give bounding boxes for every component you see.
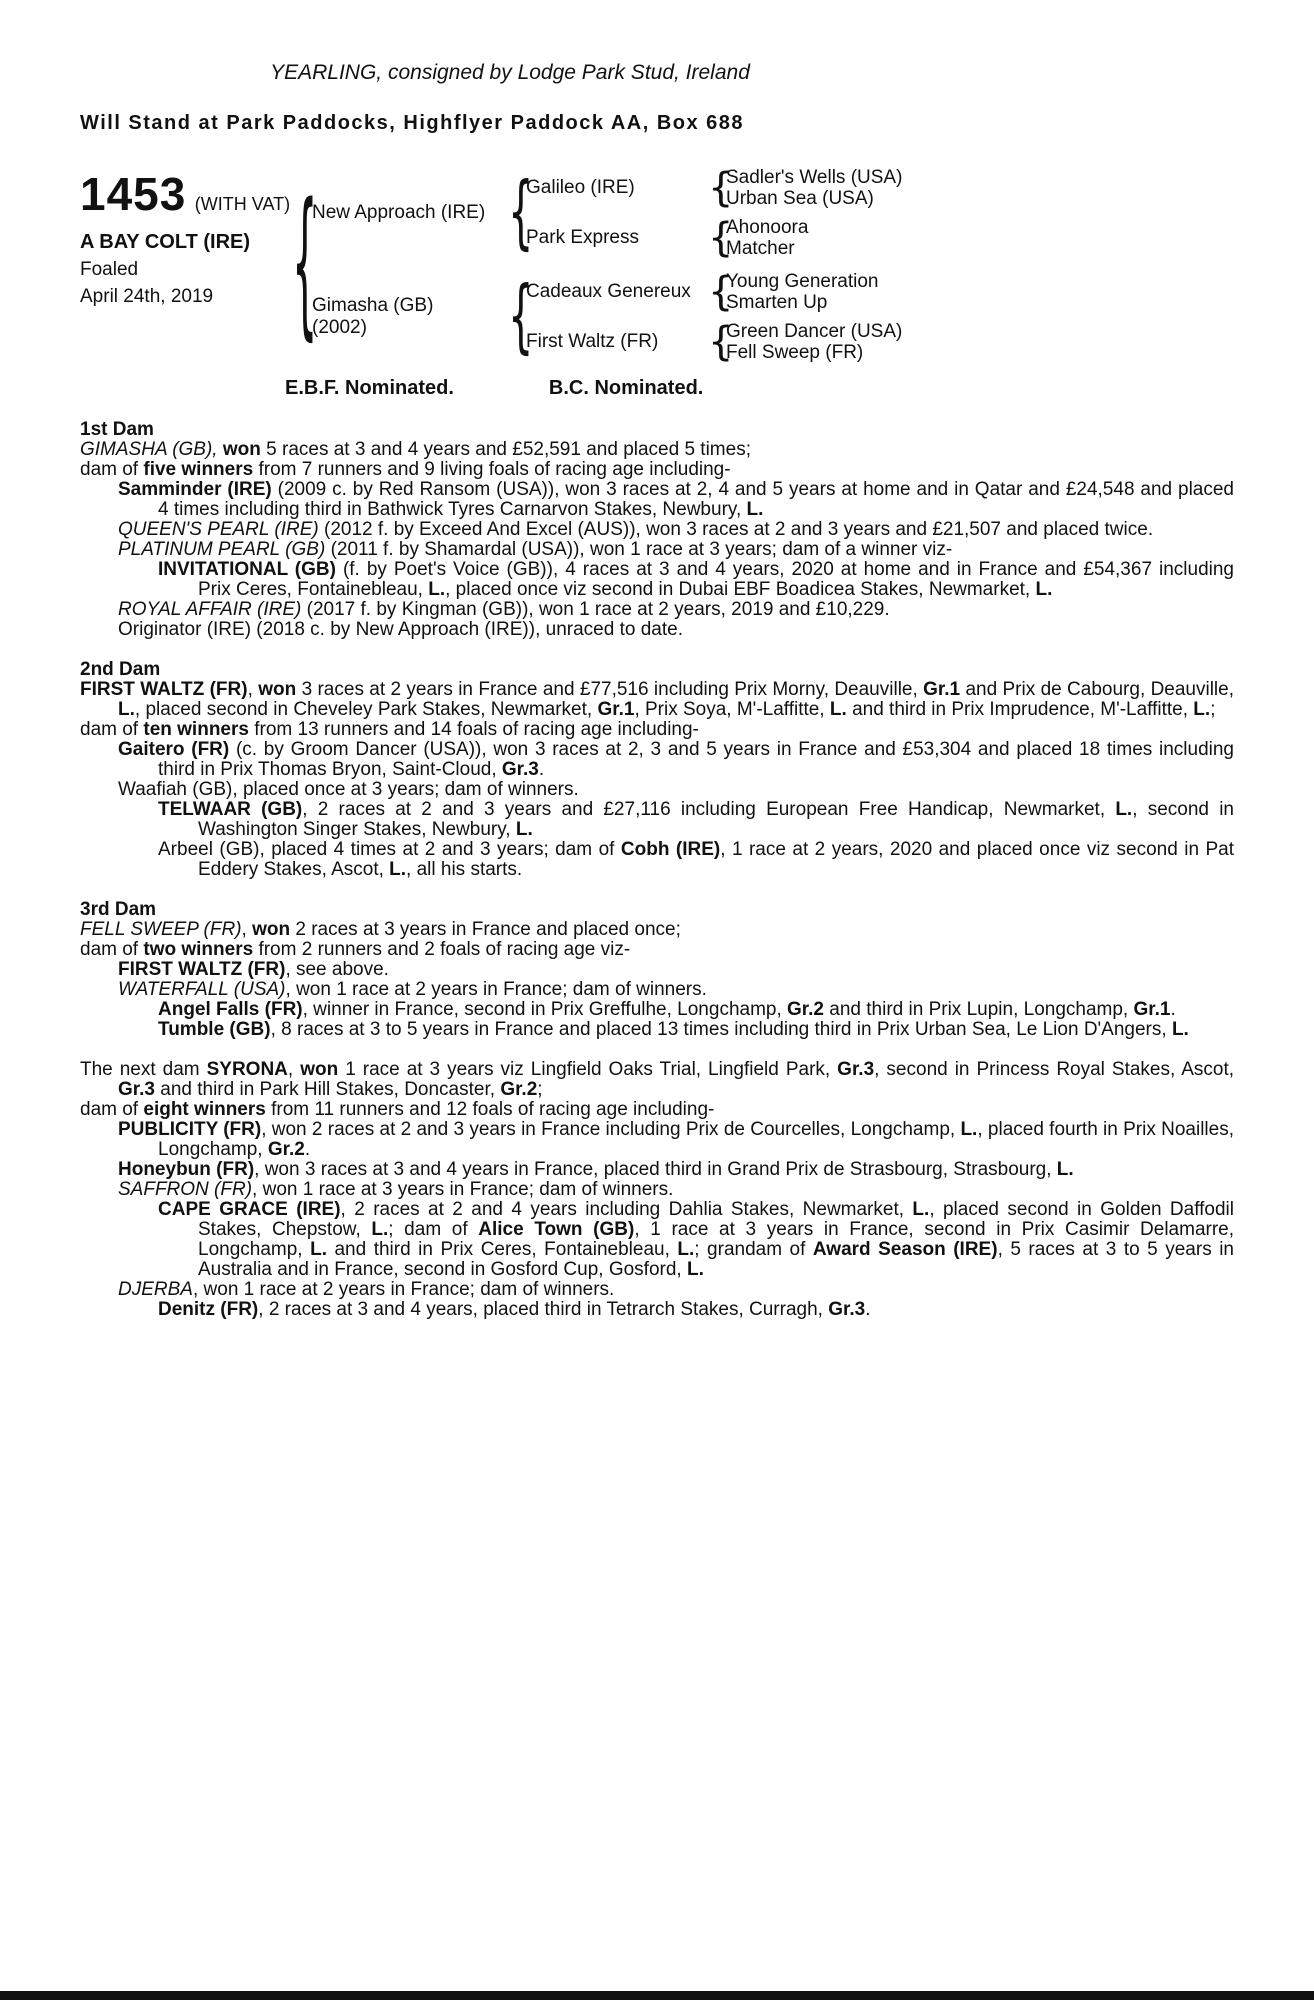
- ancestor-name: Urban Sea (USA): [726, 188, 874, 209]
- section-heading: 3rd Dam: [80, 899, 157, 920]
- ancestor-name: Ahonoora: [726, 217, 809, 238]
- catalogue-paragraph: PUBLICITY (FR), won 2 races at 2 and 3 years in France including Prix de Courcelles, Longchamp, L., placed fourth in Prix Noailles, Longchamp, Gr.2.: [118, 1119, 1234, 1160]
- brace-icon: {: [292, 173, 318, 357]
- stand-location-line: Will Stand at Park Paddocks, Highflyer Paddock AA, Box 688: [80, 112, 745, 134]
- consignor-line: YEARLING, consigned by Lodge Park Stud, Ireland: [270, 61, 750, 84]
- dam-name-text: Gimasha (GB): [312, 295, 434, 316]
- catalogue-paragraph: dam of five winners from 7 runners and 9 living foals of racing age including-: [80, 459, 731, 480]
- catalogue-paragraph: Waafiah (GB), placed once at 3 years; dam of winners.: [118, 779, 579, 800]
- catalogue-paragraph: PLATINUM PEARL (GB) (2011 f. by Shamardal (USA)), won 1 race at 3 years; dam of a winner viz-: [118, 539, 953, 560]
- catalogue-paragraph: TELWAAR (GB), 2 races at 2 and 3 years and £27,116 including European Free Handicap, Newmarket, L., second in Washington Singer Stakes, Newbury, L.: [158, 799, 1234, 840]
- dam-year: (2002): [312, 317, 367, 338]
- pedigree-tree: [292, 167, 964, 363]
- grandparent-row: [526, 321, 964, 363]
- foaled-label: Foaled: [80, 259, 139, 280]
- bc-nominated: B.C. Nominated.: [548, 377, 704, 399]
- grandparent-row: [526, 271, 964, 313]
- grandparent-row: [526, 167, 964, 209]
- horse-description: A BAY COLT (IRE): [80, 231, 251, 253]
- brace-icon: {: [708, 269, 734, 315]
- lot-info: [80, 167, 292, 308]
- catalogue-paragraph: GIMASHA (GB), won 5 races at 3 and 4 years and £52,591 and placed 5 times;: [80, 439, 751, 460]
- catalogue-paragraph: Tumble (GB), 8 races at 3 to 5 years in France and placed 13 times including third in Prix Urban Sea, Le Lion D'Angers, L.: [158, 1019, 1189, 1040]
- catalogue-paragraph: FIRST WALTZ (FR), won 3 races at 2 years in France and £77,516 including Prix Morny, Deauville, Gr.1 and Prix de Cabourg, Deauville, L., placed second in Cheveley Park Stakes, Newmarket, Gr.1, Prix Soya, M'-Laffitte, L. and third in Prix Imprudence, M'-Laffitte, L.;: [80, 679, 1235, 720]
- brace-icon: {: [708, 319, 734, 365]
- grandsire-name: Galileo (IRE): [526, 177, 635, 198]
- ancestor-name: Green Dancer (USA): [726, 321, 903, 342]
- ancestor-name: Matcher: [726, 238, 795, 259]
- lot-number-row: [80, 167, 292, 221]
- granddam-name: Park Express: [526, 227, 639, 248]
- catalogue-paragraph: Angel Falls (FR), winner in France, second in Prix Greffulhe, Longchamp, Gr.2 and third in Prix Lupin, Longchamp, Gr.1.: [158, 999, 1176, 1020]
- sire-name: [312, 202, 508, 224]
- brace-icon: {: [708, 165, 734, 211]
- catalogue-paragraph: FELL SWEEP (FR), won 2 races at 3 years in France and placed once;: [80, 919, 681, 940]
- catalogue-paragraph: dam of two winners from 2 runners and 2 foals of racing age viz-: [80, 939, 631, 960]
- catalogue-paragraph: Denitz (FR), 2 races at 3 and 4 years, placed third in Tetrarch Stakes, Curragh, Gr.3.: [158, 1299, 871, 1320]
- brace-icon: {: [508, 271, 534, 363]
- catalogue-paragraph: dam of eight winners from 11 runners and 12 foals of racing age including-: [80, 1099, 715, 1120]
- catalogue-paragraph: ROYAL AFFAIR (IRE) (2017 f. by Kingman (GB)), won 1 race at 2 years, 2019 and £10,229.: [118, 599, 890, 620]
- scan-edge: [0, 1991, 1314, 2000]
- catalogue-paragraph: Originator (IRE) (2018 c. by New Approach (IRE)), unraced to date.: [118, 619, 683, 640]
- catalogue-paragraph: WATERFALL (USA), won 1 race at 2 years in France; dam of winners.: [118, 979, 707, 1000]
- sire-name-text: New Approach (IRE): [312, 202, 486, 223]
- ancestor-name: Fell Sweep (FR): [726, 342, 864, 363]
- nominations-line: [80, 377, 1234, 400]
- catalogue-paragraph: Honeybun (FR), won 3 races at 3 and 4 years in France, placed third in Grand Prix de Strasbourg, Strasbourg, L.: [118, 1159, 1074, 1180]
- catalogue-paragraph: The next dam SYRONA, won 1 race at 3 years viz Lingfield Oaks Trial, Lingfield Park, Gr.3, second in Princess Royal Stakes, Ascot, Gr.3 and third in Park Hill Stakes, Doncaster, Gr.2;: [80, 1059, 1235, 1100]
- dam-section: [80, 420, 1234, 640]
- catalogue-paragraph: SAFFRON (FR), won 1 race at 3 years in France; dam of winners.: [118, 1179, 674, 1200]
- lot-vat-note: (WITH VAT): [194, 194, 291, 214]
- catalogue-paragraph: CAPE GRACE (IRE), 2 races at 2 and 4 years including Dahlia Stakes, Newmarket, L., placed second in Golden Daffodil Stakes, Chepstow, L.; dam of Alice Town (GB), 1 race at 3 years in France, second in Prix Casimir Delamarre, Longchamp, L. and third in Prix Ceres, Fontainebleau, L.; grandam of Award Season (IRE), 5 races at 3 to 5 years in Australia and in France, second in Gosford Cup, Gosford, L.: [158, 1199, 1235, 1280]
- dam-section: [80, 660, 1234, 880]
- pedigree-text: [80, 420, 1234, 1320]
- section-heading: 1st Dam: [80, 419, 154, 440]
- dam-half: [312, 271, 964, 363]
- ancestor-name: Smarten Up: [726, 292, 828, 313]
- grandsire-name: Cadeaux Genereux: [526, 281, 691, 302]
- grandparent-row: [526, 217, 964, 259]
- catalogue-paragraph: Arbeel (GB), placed 4 times at 2 and 3 years; dam of Cobh (IRE), 1 race at 2 years, 2020 and placed once viz second in Pat Eddery Stakes, Ascot, L., all his starts.: [158, 839, 1234, 880]
- ebf-nominated: E.B.F. Nominated.: [285, 377, 454, 399]
- catalogue-paragraph: dam of ten winners from 13 runners and 14 foals of racing age including-: [80, 719, 699, 740]
- ancestor-name: Sadler's Wells (USA): [726, 167, 903, 188]
- brace-icon: {: [508, 167, 534, 259]
- dam-section: [80, 1060, 1234, 1320]
- lot-number: 1453: [80, 168, 187, 220]
- catalogue-paragraph: Gaitero (FR) (c. by Groom Dancer (USA)), won 3 races at 2, 3 and 5 years in France and £53,304 and placed 18 times including third in Prix Thomas Bryon, Saint-Cloud, Gr.3.: [118, 739, 1235, 780]
- dam-section: [80, 900, 1234, 1040]
- catalogue-paragraph: QUEEN'S PEARL (IRE) (2012 f. by Exceed And Excel (AUS)), won 3 races at 2 and 3 years and £21,507 and placed twice.: [118, 519, 1154, 540]
- ancestor-name: Young Generation: [726, 271, 879, 292]
- foaled-date: April 24th, 2019: [80, 286, 214, 307]
- catalogue-paragraph: FIRST WALTZ (FR), see above.: [118, 959, 389, 980]
- sire-half: [312, 167, 964, 259]
- catalogue-paragraph: INVITATIONAL (GB) (f. by Poet's Voice (GB)), 4 races at 3 and 4 years, 2020 at home and in France and £54,367 including Prix Ceres, Fontainebleau, L., placed once viz second in Dubai EBF Boadicea Stakes, Newmarket, L.: [158, 559, 1234, 600]
- catalogue-paragraph: DJERBA, won 1 race at 2 years in France; dam of winners.: [118, 1279, 615, 1300]
- brace-icon: {: [708, 215, 734, 261]
- catalogue-paragraph: Samminder (IRE) (2009 c. by Red Ransom (USA)), won 3 races at 2, 4 and 5 years at home and in Qatar and £24,548 and placed 4 times including third in Bathwick Tyres Carnarvon Stakes, Newbury, L.: [118, 479, 1234, 520]
- section-heading: 2nd Dam: [80, 659, 161, 680]
- dam-name: [312, 295, 508, 339]
- pedigree-block: [80, 167, 1234, 363]
- granddam-name: First Waltz (FR): [526, 331, 659, 352]
